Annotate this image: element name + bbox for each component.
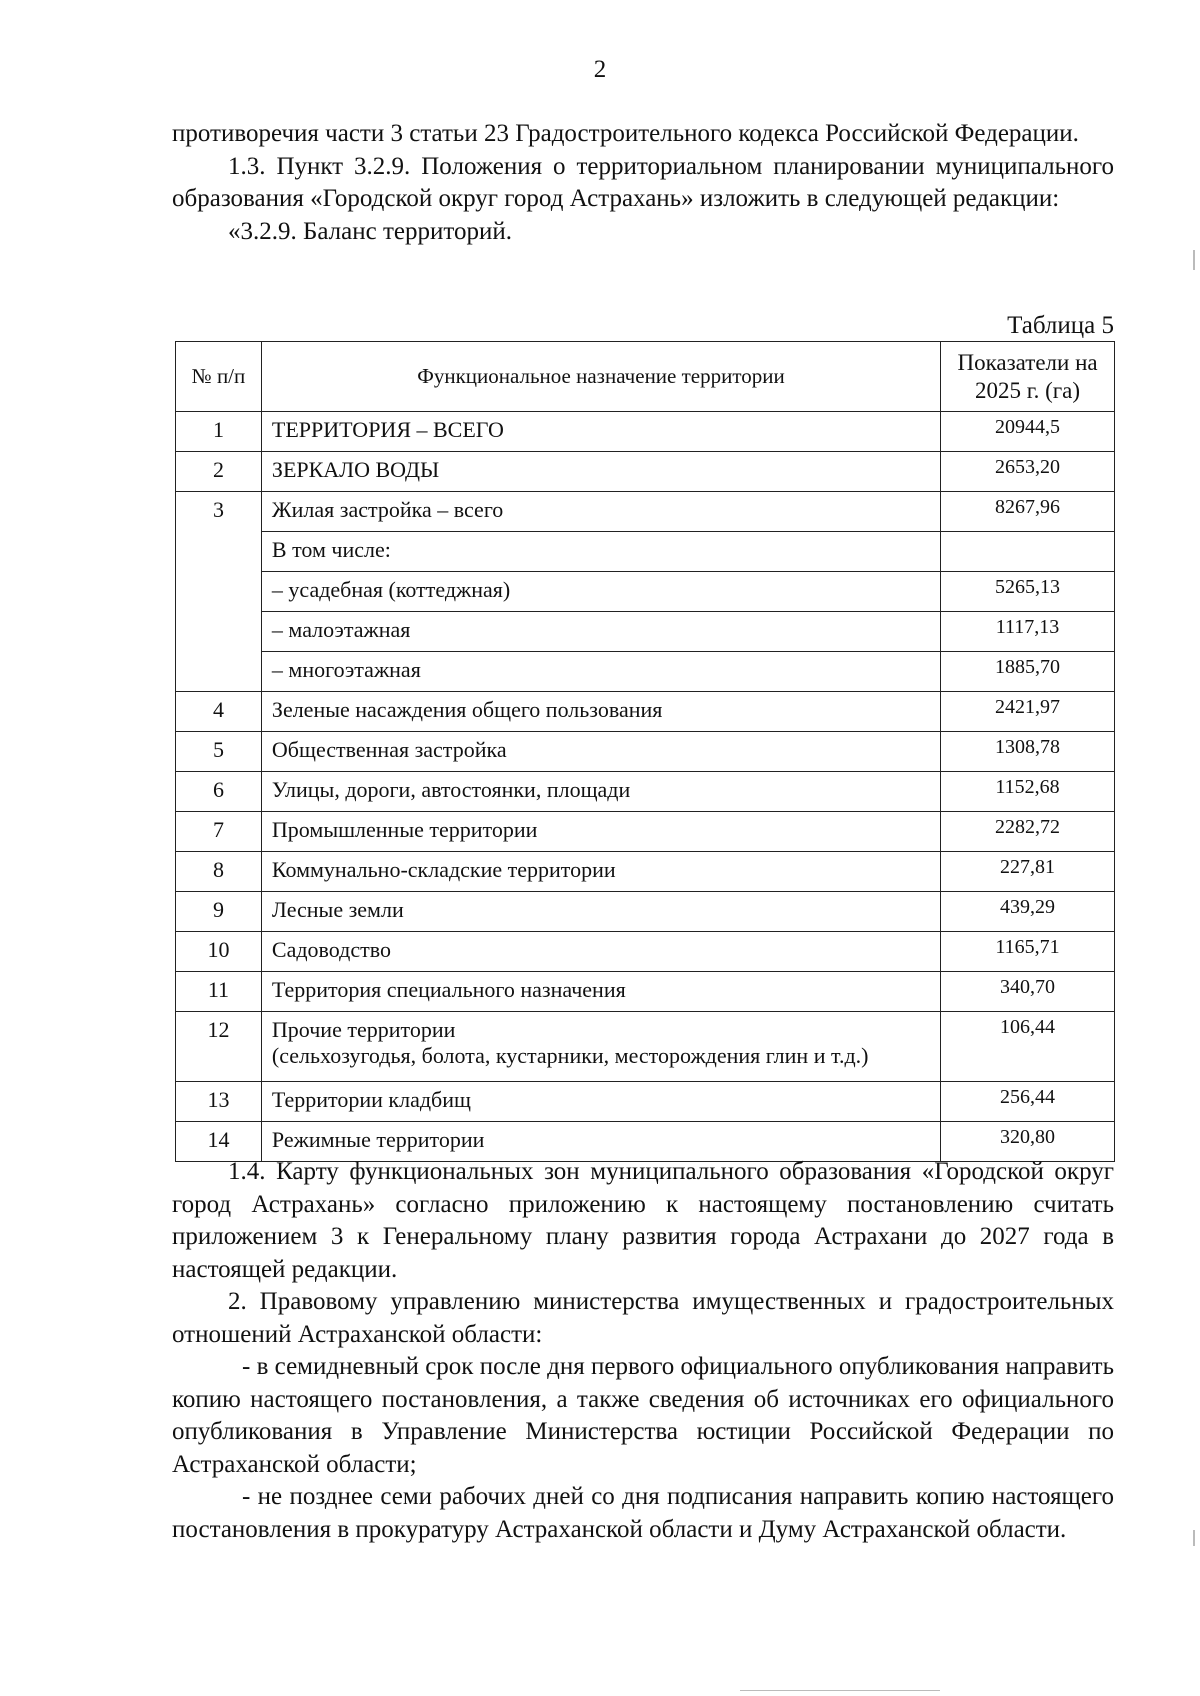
scan-artifact bbox=[1193, 250, 1195, 270]
row-value: 256,44 bbox=[941, 1082, 1115, 1122]
table-row bbox=[176, 892, 1115, 932]
page-number: 2 bbox=[593, 56, 607, 83]
row-name: Общественная застройка bbox=[261, 732, 940, 772]
row-name: Коммунально-складские территории bbox=[261, 852, 940, 892]
row-value: 8267,96 bbox=[941, 492, 1115, 532]
table-caption: Таблица 5 bbox=[1007, 312, 1114, 339]
row-num: 8 bbox=[176, 852, 262, 892]
row-num: 7 bbox=[176, 812, 262, 852]
row-name: Территории кладбищ bbox=[261, 1082, 940, 1122]
table-row bbox=[176, 612, 1115, 652]
header-num: № п/п bbox=[176, 342, 262, 412]
territory-balance-table bbox=[175, 341, 1115, 1162]
row-value: 340,70 bbox=[941, 972, 1115, 1012]
table-row bbox=[176, 412, 1115, 452]
table-row bbox=[176, 492, 1115, 532]
row-name: Промышленные территории bbox=[261, 812, 940, 852]
table-row bbox=[176, 1012, 1115, 1082]
table-row bbox=[176, 732, 1115, 772]
row-num: 12 bbox=[176, 1012, 262, 1082]
row-value: 2421,97 bbox=[941, 692, 1115, 732]
table-row bbox=[176, 852, 1115, 892]
row-value: 1885,70 bbox=[941, 652, 1115, 692]
row-name: – многоэтажная bbox=[261, 652, 940, 692]
row-name-line1: Прочие территории bbox=[271, 1017, 456, 1042]
row-name: – малоэтажная bbox=[261, 612, 940, 652]
table-row bbox=[176, 452, 1115, 492]
row-value: 227,81 bbox=[941, 852, 1115, 892]
row-value: 1165,71 bbox=[941, 932, 1115, 972]
row-value: 1117,13 bbox=[941, 612, 1115, 652]
row-value: 2282,72 bbox=[941, 812, 1115, 852]
row-value: 1308,78 bbox=[941, 732, 1115, 772]
row-value: 106,44 bbox=[941, 1012, 1115, 1082]
paragraph-continuation: противоречия части 3 статьи 23 Градостроительного кодекса Российской Федерации. bbox=[172, 120, 1079, 147]
header-name: Функциональное назначение территории bbox=[261, 342, 940, 412]
row-value: 320,80 bbox=[941, 1122, 1115, 1162]
row-value: 439,29 bbox=[941, 892, 1115, 932]
paragraph-list-item: - не позднее семи рабочих дней со дня подписания направить копию настоящего постановления в прокуратуру Астраханской области и Думу Астраханской области. bbox=[172, 1483, 1114, 1543]
row-num: 1 bbox=[176, 412, 262, 452]
row-num: 9 bbox=[176, 892, 262, 932]
row-value: 2653,20 bbox=[941, 452, 1115, 492]
table-row bbox=[176, 692, 1115, 732]
paragraph-1-3: 1.3. Пункт 3.2.9. Положения о территориальном планировании муниципального образования «Городской округ город Астрахань» изложить в следующей редакции: bbox=[172, 152, 1114, 212]
row-num: 10 bbox=[176, 932, 262, 972]
table-header-row bbox=[176, 342, 1115, 412]
table-row bbox=[176, 932, 1115, 972]
text-block-before bbox=[172, 118, 1114, 248]
row-value: 20944,5 bbox=[941, 412, 1115, 452]
table-row bbox=[176, 532, 1115, 572]
row-name-line2: (сельхозугодья, болота, кустарники, месторождения глин и т.д.) bbox=[271, 1043, 869, 1068]
row-num: 13 bbox=[176, 1082, 262, 1122]
table-row bbox=[176, 972, 1115, 1012]
row-value: 5265,13 bbox=[941, 572, 1115, 612]
table-row bbox=[176, 652, 1115, 692]
row-name: Зеленые насаждения общего пользования bbox=[261, 692, 940, 732]
row-name: Улицы, дороги, автостоянки, площади bbox=[261, 772, 940, 812]
row-num: 3 bbox=[176, 492, 262, 692]
paragraph-3-2-9-heading: «3.2.9. Баланс территорий. bbox=[228, 217, 512, 245]
header-value: Показатели на 2025 г. (га) bbox=[941, 342, 1115, 412]
row-num: 5 bbox=[176, 732, 262, 772]
row-name: Режимные территории bbox=[261, 1122, 940, 1162]
row-name: – усадебная (коттеджная) bbox=[261, 572, 940, 612]
paragraph-2: 2. Правовому управлению министерства имущественных и градостроительных отношений Астраханской области: bbox=[172, 1288, 1114, 1348]
row-num: 14 bbox=[176, 1122, 262, 1162]
row-name: Лесные земли bbox=[261, 892, 940, 932]
row-num: 11 bbox=[176, 972, 262, 1012]
table-row bbox=[176, 772, 1115, 812]
table-row bbox=[176, 1082, 1115, 1122]
table-row bbox=[176, 572, 1115, 612]
scan-artifact bbox=[1193, 1530, 1195, 1546]
row-name: В том числе: bbox=[261, 532, 940, 572]
row-name: Жилая застройка – всего bbox=[261, 492, 940, 532]
row-name: ЗЕРКАЛО ВОДЫ bbox=[261, 452, 940, 492]
row-name: Садоводство bbox=[261, 932, 940, 972]
row-value bbox=[941, 532, 1115, 572]
scan-artifact bbox=[740, 1690, 940, 1691]
table-row bbox=[176, 812, 1115, 852]
text-block-after bbox=[172, 1156, 1114, 1546]
row-name: Территория специального назначения bbox=[261, 972, 940, 1012]
row-value: 1152,68 bbox=[941, 772, 1115, 812]
row-num: 2 bbox=[176, 452, 262, 492]
row-name: ТЕРРИТОРИЯ – ВСЕГО bbox=[261, 412, 940, 452]
row-name-multiline bbox=[261, 1012, 940, 1082]
row-num: 6 bbox=[176, 772, 262, 812]
paragraph-list-item: - в семидневный срок после дня первого официального опубликования направить копию настоящего постановления, а также сведения об источниках его официального опубликования в Управление Министерства юстиции Российской Федерации по Астраханской области; bbox=[172, 1353, 1114, 1478]
row-num: 4 bbox=[176, 692, 262, 732]
paragraph-1-4: 1.4. Карту функциональных зон муниципального образования «Городской округ город Астрахань» согласно приложению к настоящему постановлению считать приложением 3 к Генеральному плану развития города Астрахани до 2027 года в настоящей редакции. bbox=[172, 1158, 1114, 1283]
